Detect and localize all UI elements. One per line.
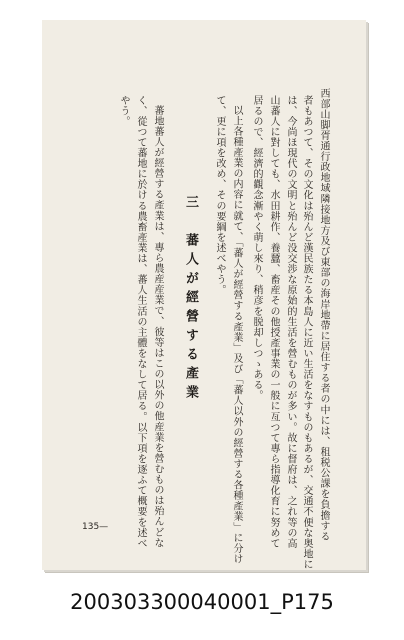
page-number: 135— — [82, 522, 109, 532]
text-line-10: やう。 — [118, 95, 129, 127]
text-line-4: 山蕃人に對しても、水田耕作、養蠶、畜産その他授產事業の一般に亙つて專ら指導化育に努めて — [268, 95, 279, 549]
text-line-1: 西部山脚胥通行政地域隣接地方及び東部の海岸地帶に居住する者の中には、租税公課を負擔する — [318, 88, 329, 542]
text-line-6: 以上各種產業の内容に就て、「蕃人が經營する產業」及び「蕃人以外の經營する各種產業」に分け — [231, 105, 242, 565]
text-line-5: 居るので、經濟的觀念漸やく萌し來り、稍彦を脱却しつゝある。 — [251, 95, 262, 401]
text-line-9: く、從つて蕃地に於ける農畜產業は、蕃人生活の主體をなして居る。以下項を逐ふて概要を述べ — [135, 95, 146, 549]
file-identifier: 200303300040001_P175 — [70, 590, 334, 614]
section-heading: 三 蕃人が經營する產業 — [183, 195, 198, 404]
text-line-2: 者もあつて、その文化は殆んど漢民族たる本島人に近い生活をなすものもあるが、交通不便な奥地に — [301, 95, 312, 570]
text-line-3: は、今尚ほ現代の文明と殆んど没交渉な原始的生活を營むものが多い。故に督府は、之れ等の高 — [285, 95, 296, 549]
text-line-8: 蕃地蕃人が經營する產業は、專ら農産産業で、彼等はこの以外の他産業を營むものは殆んどな — [152, 105, 163, 549]
text-line-7: て、更に項を改め、その要綱を述べやう。 — [214, 95, 225, 296]
